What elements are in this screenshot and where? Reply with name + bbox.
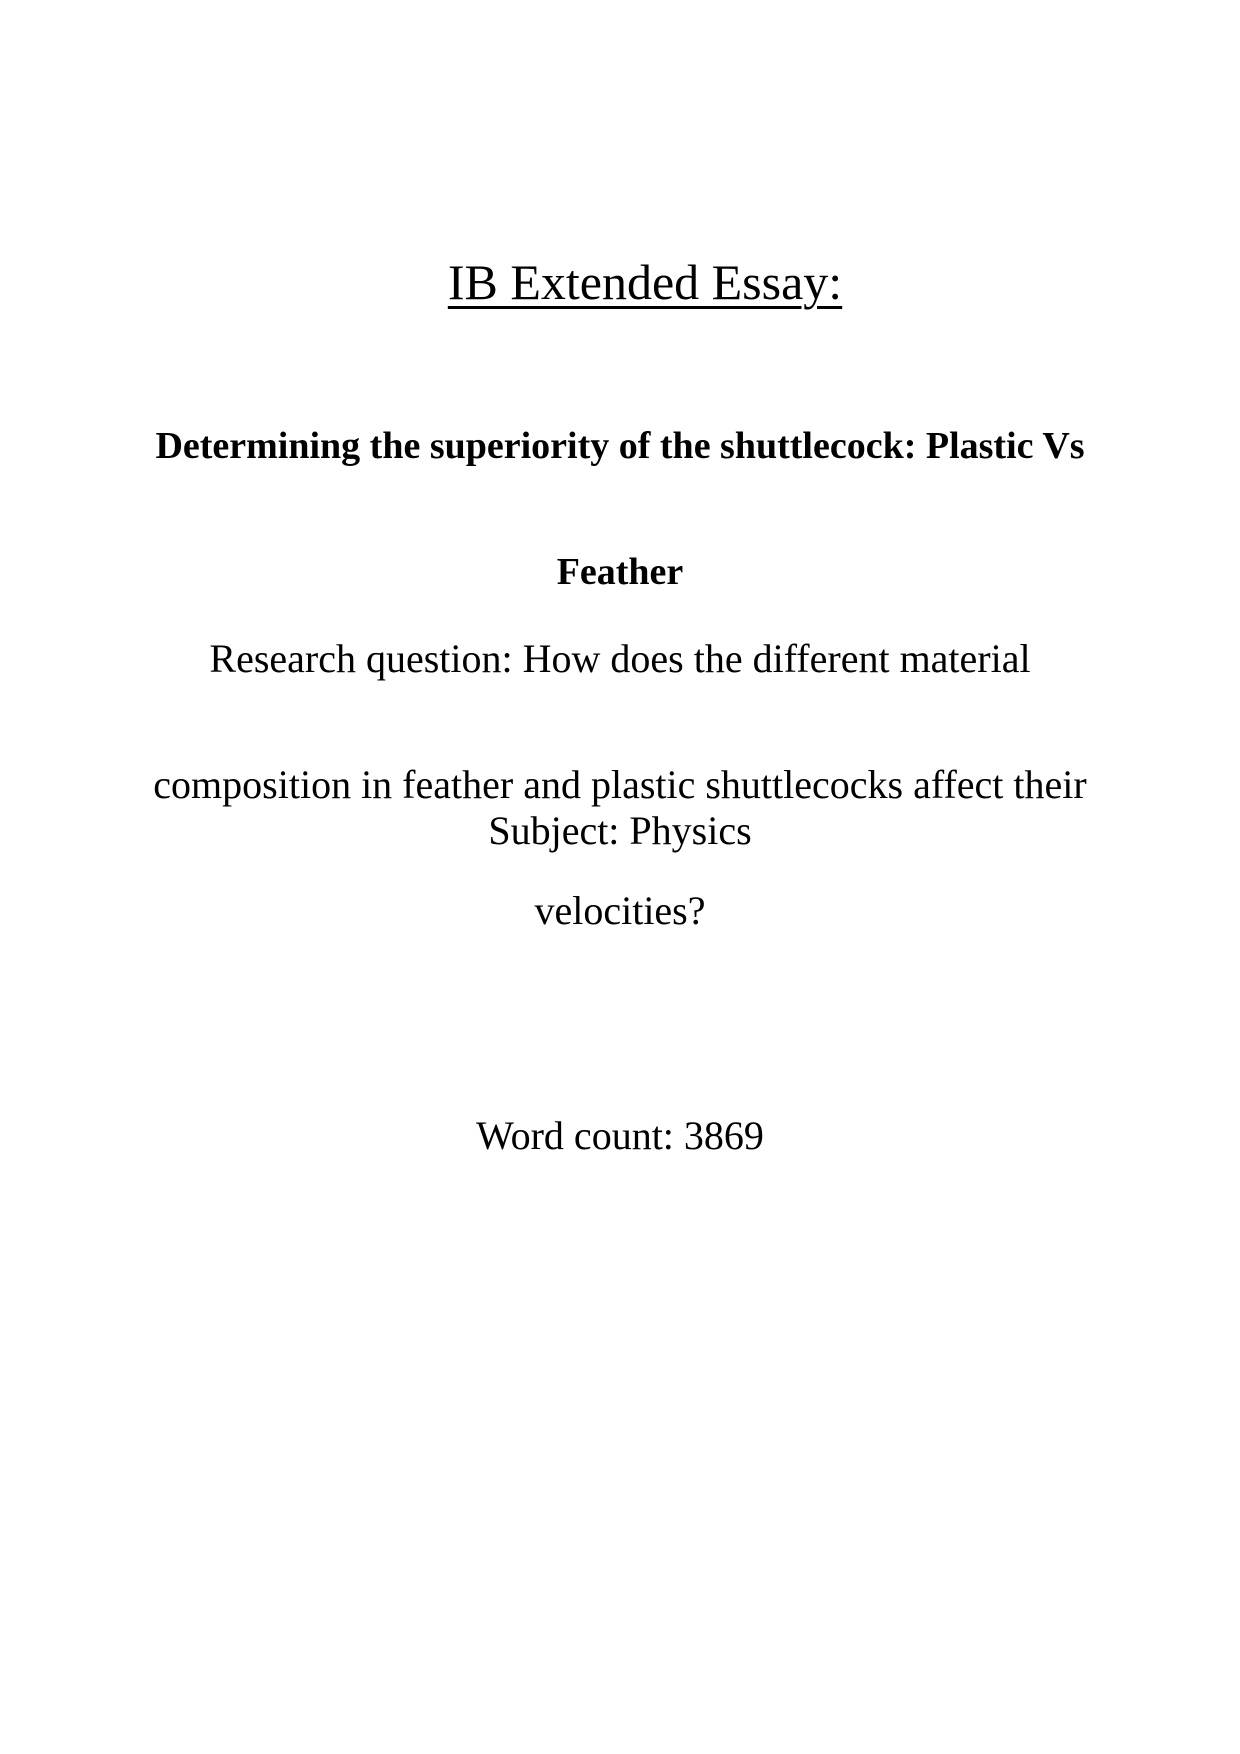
essay-subtitle-line: Determining the superiority of the shuttlecock: Plastic Vs <box>155 425 1085 467</box>
research-question-line: velocities? <box>534 888 706 933</box>
research-question <box>0 554 1240 1016</box>
essay-title-text: IB Extended Essay: <box>447 254 843 310</box>
word-count-line: Word count: 3869 <box>476 1113 764 1158</box>
research-question-line: composition in feather and plastic shuttlecocks affect their <box>153 762 1087 807</box>
subject-line: Subject: Physics <box>488 808 752 853</box>
essay-subtitle-line: Feather <box>556 551 684 593</box>
research-question-line: Research question: How does the different material <box>209 636 1031 681</box>
